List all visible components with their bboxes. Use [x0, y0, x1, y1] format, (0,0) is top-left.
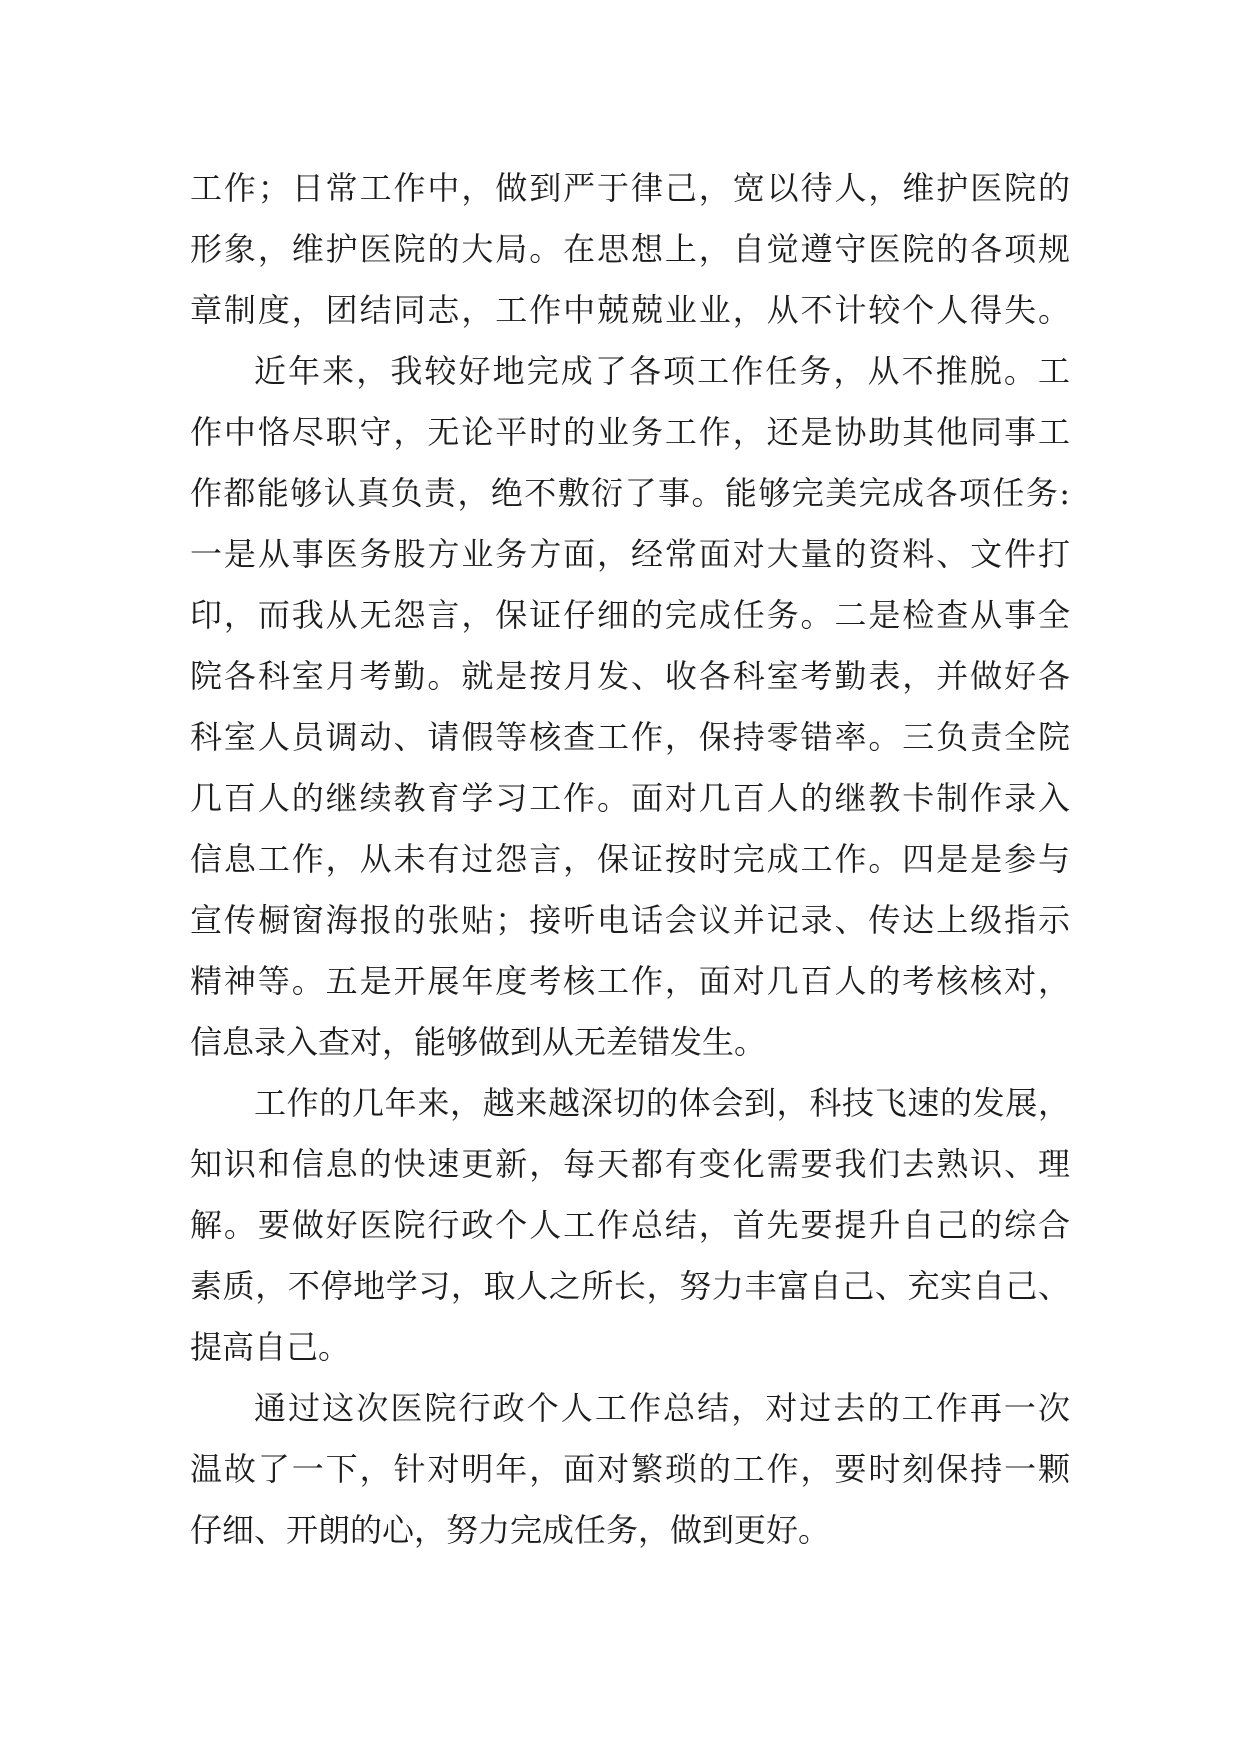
text-line: 印，而我从无怨言，保证仔细的完成任务。二是检查从事全: [190, 596, 1070, 634]
body-text: [190, 158, 1070, 1561]
text-line: 温故了一下，针对明年，面对繁琐的工作，要时刻保持一颗: [190, 1450, 1070, 1488]
text-line: 作都能够认真负责，绝不敷衍了事。能够完美完成各项任务:: [190, 474, 1070, 512]
text-line: 宣传橱窗海报的张贴；接听电话会议并记录、传达上级指示: [190, 901, 1070, 939]
text-line: 工作；日常工作中，做到严于律己，宽以待人，维护医院的: [190, 169, 1070, 207]
text-line: 几百人的继续教育学习工作。面对几百人的继教卡制作录入: [190, 779, 1070, 817]
paragraph-end-line: 提高自己。: [190, 1328, 351, 1366]
text-line: 作中恪尽职守，无论平时的业务工作，还是协助其他同事工: [190, 413, 1070, 451]
text-line: 科室人员调动、请假等核查工作，保持零错率。三负责全院: [190, 718, 1070, 756]
text-line: 精神等。五是开展年度考核工作，面对几百人的考核核对，: [190, 962, 1070, 1000]
paragraph-start-line: 通过这次医院行政个人工作总结，对过去的工作再一次: [254, 1389, 1070, 1427]
text-line: 素质，不停地学习，取人之所长，努力丰富自己、充实自己、: [190, 1267, 1070, 1305]
text-line: 一是从事医务股方业务方面，经常面对大量的资料、文件打: [190, 535, 1070, 573]
paragraph-end-line: 仔细、开朗的心，努力完成任务，做到更好。: [190, 1511, 831, 1549]
paragraph-end-line: 信息录入查对，能够做到从无差错发生。: [190, 1023, 767, 1061]
text-line: 解。要做好医院行政个人工作总结，首先要提升自己的综合: [190, 1206, 1070, 1244]
text-line: 知识和信息的快速更新，每天都有变化需要我们去熟识、理: [190, 1145, 1070, 1183]
text-line: 信息工作，从未有过怨言，保证按时完成工作。四是是参与: [190, 840, 1070, 878]
text-line: 形象，维护医院的大局。在思想上，自觉遵守医院的各项规: [190, 230, 1070, 268]
paragraph-start-line: 近年来，我较好地完成了各项工作任务，从不推脱。工: [254, 352, 1070, 390]
text-line: 章制度，团结同志，工作中兢兢业业，从不计较个人得失。: [190, 291, 1070, 329]
paragraph-start-line: 工作的几年来，越来越深切的体会到，科技飞速的发展，: [254, 1084, 1070, 1122]
text-line: 院各科室月考勤。就是按月发、收各科室考勤表，并做好各: [190, 657, 1070, 695]
